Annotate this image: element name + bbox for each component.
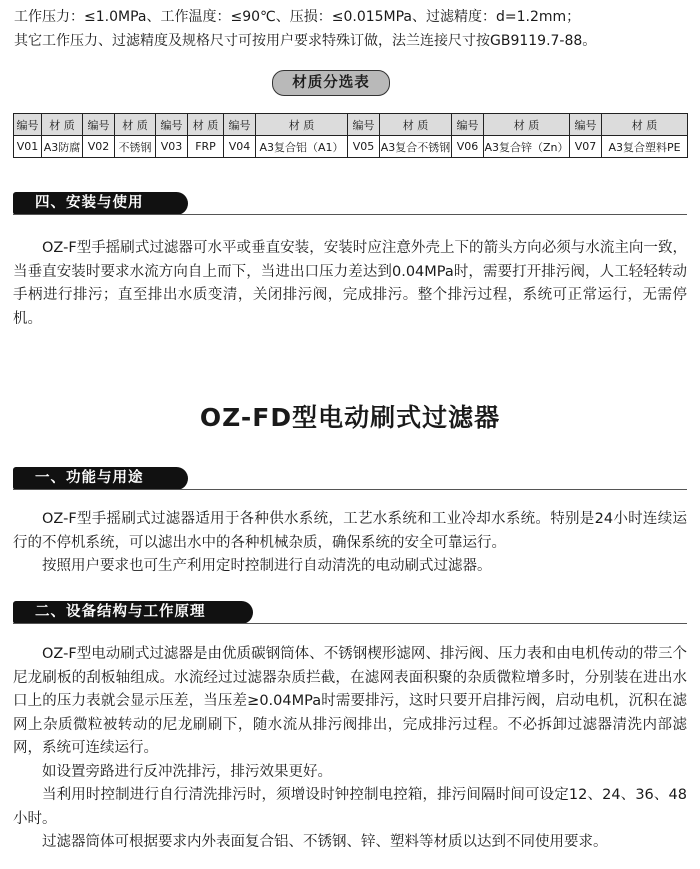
- material-name: A3复合锌（Zn）: [484, 136, 570, 158]
- spec-line-1: 工作压力：≤1.0MPa、工作温度：≤90℃、压损：≤0.015MPa、过滤精度：d=1.2mm；: [14, 9, 581, 25]
- header-cell: 编号: [570, 114, 602, 136]
- header-cell: 编号: [452, 114, 484, 136]
- material-code: V06: [452, 136, 484, 158]
- materials-table: [13, 113, 688, 158]
- section-heading-install: 四、安装与使用: [13, 192, 188, 215]
- material-code: V03: [156, 136, 188, 158]
- structure-text-4: 过滤器筒体可根据要求内外表面复合铝、不锈钢、锌、塑料等材质以达到不同使用要求。: [42, 834, 608, 850]
- structure-text-1: OZ-F型电动刷式过滤器是由优质碳钢筒体、不锈钢楔形滤网、排污阀、压力表和由电机传动的带三个尼龙刷板的刮板轴组成。水流经过过滤器杂质拦截，在滤网表面积聚的杂质微粒增多时，分别装在进出水口上的压力表就会显示压差，当压差≥0.04MPa时需要排污，这时只要开启排污阀，启动电机，沉积在滤网上杂质微粒被转动的尼龙刷刷下，随水流从排污阀排出，完成排污过程。不必拆卸过滤器清洗内部滤网，系统可连续运行。: [13, 646, 687, 756]
- section-divider: [13, 489, 687, 490]
- function-text-2: 按照用户要求也可生产利用定时控制进行自动清洗的电动刷式过滤器。: [42, 558, 492, 574]
- header-cell: 编号: [348, 114, 380, 136]
- material-code: V01: [14, 136, 42, 158]
- material-code: V05: [348, 136, 380, 158]
- material-name: A3复合塑料PE: [602, 136, 688, 158]
- header-cell: 材 质: [188, 114, 224, 136]
- material-name: A3复合不锈钢: [380, 136, 452, 158]
- header-cell: 材 质: [602, 114, 688, 136]
- section-divider: [13, 623, 687, 624]
- header-cell: 材 质: [380, 114, 452, 136]
- material-code: V04: [224, 136, 256, 158]
- header-cell: 材 质: [115, 114, 156, 136]
- structure-paragraph: [13, 643, 687, 855]
- material-name: 不锈钢: [115, 136, 156, 158]
- spec-line-2: 其它工作压力、过滤精度及规格尺寸可按用户要求特殊订做，法兰连接尺寸按GB9119.7-88。: [14, 33, 597, 49]
- section-heading-function: 一、功能与用途: [13, 467, 188, 490]
- material-code: V02: [83, 136, 115, 158]
- structure-text-2: 如设置旁路进行反冲洗排污，排污效果更好。: [42, 763, 332, 780]
- materials-data-row: [14, 136, 688, 158]
- header-cell: 编号: [14, 114, 42, 136]
- header-cell: 编号: [156, 114, 188, 136]
- header-cell: 材 质: [484, 114, 570, 136]
- header-cell: 编号: [224, 114, 256, 136]
- product-title: OZ-FD型电动刷式过滤器: [199, 403, 501, 432]
- materials-header-row: [14, 114, 688, 136]
- material-name: A3防腐: [42, 136, 83, 158]
- header-cell: 材 质: [256, 114, 348, 136]
- section-heading-structure: 二、设备结构与工作原理: [13, 601, 253, 624]
- header-cell: 编号: [83, 114, 115, 136]
- material-name: FRP: [188, 136, 224, 158]
- material-name: A3复合铝（A1）: [256, 136, 348, 158]
- install-text: OZ-F型手摇刷式过滤器可水平或垂直安装，安装时应注意外壳上下的箭头方向必须与水流主向一致，当垂直安装时要求水流方向自上而下，当进出口压力差达到0.04MPa时，需要打开排污阀，人工轻轻转动手柄进行排污；直至排出水质变清，关闭排污阀，完成排污。整个排污过程，系统可正常运行，无需停机。: [13, 240, 687, 327]
- structure-text-3: 当利用时控制进行自行清洗排污时，须增设时钟控制电控箱，排污间隔时间可设定12、24、36、48小时。: [13, 787, 687, 827]
- header-cell: 材 质: [42, 114, 83, 136]
- material-code: V07: [570, 136, 602, 158]
- materials-table-title: 材质分选表: [272, 70, 390, 96]
- section-divider: [13, 214, 687, 215]
- function-paragraph: [13, 508, 687, 579]
- install-paragraph: [13, 237, 687, 331]
- function-text-1: OZ-F型手摇刷式过滤器适用于各种供水系统，工艺水系统和工业冷却水系统。特别是24小时连续运行的不停机系统，可以滤出水中的各种机械杂质，确保系统的安全可靠运行。: [13, 511, 687, 551]
